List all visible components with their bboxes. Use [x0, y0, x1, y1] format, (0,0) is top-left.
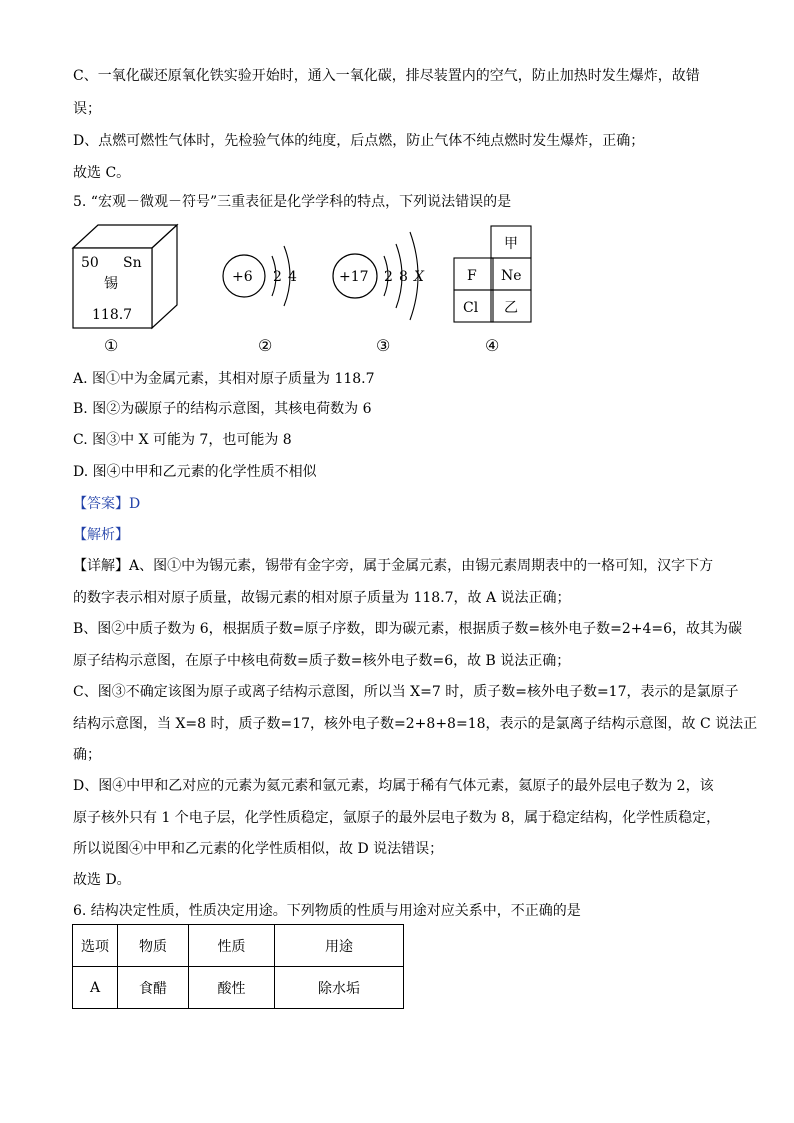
figure-label: ②: [258, 336, 273, 355]
figure-label: ①: [104, 336, 119, 355]
text-line: 故选 D。: [73, 872, 131, 888]
periodic-table-fragment: [453, 225, 538, 325]
analysis-label: 【解析】: [73, 527, 129, 543]
question-5-stem: 5. “宏观－微观－符号”三重表征是化学学科的特点，下列说法错误的是: [73, 194, 512, 210]
option-c: C. 图③中 X 可能为 7，也可能为 8: [73, 432, 292, 448]
option-a: A. 图①中为金属元素，其相对原子质量为 118.7: [73, 371, 375, 387]
text-line: 的数字表示相对原子质量，故锡元素的相对原子质量为 118.7，故 A 说法正确；: [73, 590, 571, 606]
question-5-figures: [70, 220, 550, 360]
shell-electrons: 2: [384, 269, 393, 285]
carbon-atom-diagram: [220, 228, 320, 318]
element-name: 锡: [104, 276, 118, 292]
text-line: B、图②中质子数为 6，根据质子数=原子序数，即为碳元素，根据质子数=核外电子数=2+4=6，故其为碳: [73, 621, 743, 637]
table-header-cell: 性质: [189, 925, 275, 967]
text-line: 原子结构示意图，在原子中核电荷数=质子数=核外电子数=6，故 B 说法正确；: [73, 653, 571, 669]
text-line: 结构示意图，当 X=8 时，质子数=17，核外电子数=2+8+8=18，表示的是氯离子结构示意图，故 C 说法正: [73, 716, 758, 732]
shell-electrons-x: X: [414, 269, 424, 285]
text-line: 所以说图④中甲和乙元素的化学性质相似，故 D 说法错误；: [73, 841, 444, 857]
answer-label: 【答案】D: [73, 496, 141, 512]
atomic-number: 50: [81, 255, 99, 271]
cell-cl: Cl: [463, 300, 479, 316]
table-header-cell: 选项: [73, 925, 118, 967]
atomic-mass: 118.7: [92, 307, 133, 323]
text-line: C、图③不确定该图为原子或离子结构示意图，所以当 X=7 时，质子数=核外电子数=17，表示的是氯原子: [73, 684, 739, 700]
figure-label: ③: [376, 336, 391, 355]
shell-electrons: 4: [288, 269, 297, 285]
table-cell: 食醋: [118, 967, 189, 1009]
table-cell: A: [73, 967, 118, 1009]
option-d: D. 图④中甲和乙元素的化学性质不相似: [73, 464, 317, 480]
periodic-cell-cube: [70, 220, 180, 332]
question-6-stem: 6. 结构决定性质，性质决定用途。下列物质的性质与用途对应关系中，不正确的是: [73, 903, 581, 919]
table-header-cell: 物质: [118, 925, 189, 967]
figure-label: ④: [485, 336, 500, 355]
table-header-cell: 用途: [275, 925, 404, 967]
text-line: D、图④中甲和乙对应的元素为氦元素和氩元素，均属于稀有气体元素，氦原子的最外层电子数为 2，该: [73, 778, 714, 794]
shell-electrons: 2: [273, 269, 282, 285]
option-b: B. 图②为碳原子的结构示意图，其核电荷数为 6: [73, 401, 372, 417]
text-line: 确；: [73, 747, 101, 763]
question-6-table: [72, 924, 404, 1009]
cell-ne: Ne: [501, 268, 522, 284]
table-cell: 酸性: [189, 967, 275, 1009]
chlorine-atom-diagram: [328, 220, 448, 330]
text-line: C、一氧化碳还原氧化铁实验开始时，通入一氧化碳，排尽装置内的空气，防止加热时发生爆炸，故错: [73, 68, 700, 84]
text-line: 故选 C。: [73, 165, 131, 181]
nucleus-charge: +6: [232, 269, 253, 285]
element-symbol: Sn: [123, 255, 142, 271]
shell-electrons: 8: [399, 269, 408, 285]
nucleus-charge: +17: [339, 269, 369, 285]
text-line: D、点燃可燃性气体时，先检验气体的纯度，后点燃，防止气体不纯点燃时发生爆炸，正确；: [73, 133, 645, 149]
text-line: 【详解】A、图①中为锡元素，锡带有金字旁，属于金属元素，由锡元素周期表中的一格可知，汉字下方: [73, 558, 714, 574]
table-row: [73, 967, 404, 1009]
text-line: 原子核外只有 1 个电子层，化学性质稳定，氩原子的最外层电子数为 8，属于稳定结构，化学性质稳定，: [73, 810, 721, 826]
cell-f: F: [467, 268, 477, 284]
table-header-row: [73, 925, 404, 967]
cell-jia: 甲: [504, 236, 518, 252]
cell-yi: 乙: [504, 300, 518, 316]
text-line: 误；: [73, 101, 101, 117]
table-cell: 除水垢: [275, 967, 404, 1009]
